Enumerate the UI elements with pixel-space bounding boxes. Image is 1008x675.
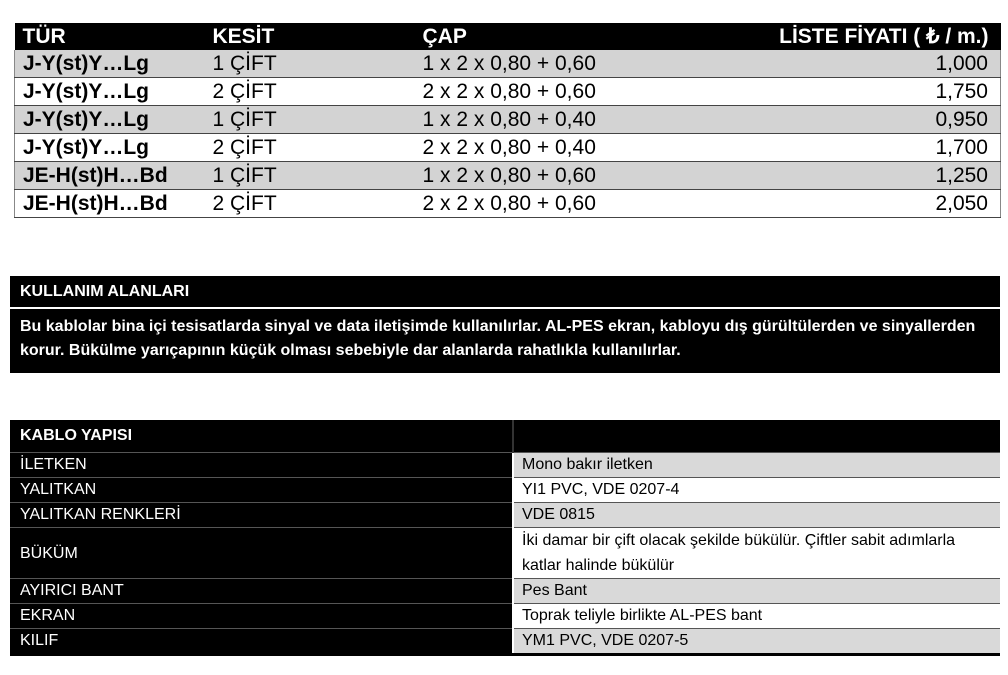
table-row — [15, 134, 1001, 162]
cell-kesit: 1 ÇİFT — [205, 50, 415, 78]
cell-tur: J-Y(st)Y…Lg — [15, 106, 205, 134]
cell-tur: J-Y(st)Y…Lg — [15, 50, 205, 78]
structure-value: VDE 0815 — [513, 503, 1000, 528]
cell-tur: J-Y(st)Y…Lg — [15, 134, 205, 162]
structure-label: KILIF — [10, 629, 513, 655]
cell-cap: 2 x 2 x 0,80 + 0,40 — [415, 134, 665, 162]
structure-value: YI1 PVC, VDE 0207-4 — [513, 478, 1000, 503]
structure-label: İLETKEN — [10, 453, 513, 478]
structure-row — [10, 528, 1000, 579]
structure-value: Mono bakır iletken — [513, 453, 1000, 478]
cell-price: 1,000 — [665, 50, 1001, 78]
cell-kesit: 2 ÇİFT — [205, 190, 415, 218]
structure-value: YM1 PVC, VDE 0207-5 — [513, 629, 1000, 655]
structure-label: EKRAN — [10, 604, 513, 629]
cell-kesit: 2 ÇİFT — [205, 78, 415, 106]
cell-tur: J-Y(st)Y…Lg — [15, 78, 205, 106]
table-row — [15, 106, 1001, 134]
header-kesit: KESİT — [205, 23, 415, 50]
price-table-header — [15, 23, 1001, 50]
structure-row — [10, 629, 1000, 655]
cell-tur: JE-H(st)H…Bd — [15, 190, 205, 218]
cell-cap: 1 x 2 x 0,80 + 0,40 — [415, 106, 665, 134]
table-row — [15, 78, 1001, 106]
usage-title: KULLANIM ALANLARI — [10, 276, 1000, 309]
structure-header — [10, 420, 1000, 453]
cell-price: 1,700 — [665, 134, 1001, 162]
cell-kesit: 1 ÇİFT — [205, 162, 415, 190]
structure-label: AYIRICI BANT — [10, 579, 513, 604]
header-cap: ÇAP — [415, 23, 665, 50]
structure-label: YALITKAN — [10, 478, 513, 503]
cell-price: 1,250 — [665, 162, 1001, 190]
structure-value: Pes Bant — [513, 579, 1000, 604]
structure-row — [10, 478, 1000, 503]
usage-section — [10, 276, 1000, 373]
cell-cap: 1 x 2 x 0,80 + 0,60 — [415, 162, 665, 190]
cell-kesit: 2 ÇİFT — [205, 134, 415, 162]
cell-cap: 2 x 2 x 0,80 + 0,60 — [415, 190, 665, 218]
cell-price: 1,750 — [665, 78, 1001, 106]
header-tur: TÜR — [15, 23, 205, 50]
structure-title: KABLO YAPISI — [20, 427, 133, 444]
table-row — [15, 50, 1001, 78]
structure-value: Toprak teliyle birlikte AL-PES bant — [513, 604, 1000, 629]
cell-tur: JE-H(st)H…Bd — [15, 162, 205, 190]
cell-cap: 2 x 2 x 0,80 + 0,60 — [415, 78, 665, 106]
structure-label: BÜKÜM — [10, 528, 513, 579]
structure-header-blank — [513, 420, 1000, 453]
structure-row — [10, 453, 1000, 478]
structure-table — [10, 420, 1000, 656]
structure-label: YALITKAN RENKLERİ — [10, 503, 513, 528]
price-table — [14, 23, 1001, 218]
cell-price: 0,950 — [665, 106, 1001, 134]
structure-value: İki damar bir çift olacak şekilde bükülür. Çiftler sabit adımlarla katlar halinde bükülür — [513, 528, 1000, 579]
structure-row — [10, 604, 1000, 629]
table-row — [15, 190, 1001, 218]
table-row — [15, 162, 1001, 190]
cell-kesit: 1 ÇİFT — [205, 106, 415, 134]
cell-cap: 1 x 2 x 0,80 + 0,60 — [415, 50, 665, 78]
structure-row — [10, 579, 1000, 604]
header-price: LİSTE FİYATI ( ₺ / m.) — [665, 23, 1001, 50]
usage-text: Bu kablolar bina içi tesisatlarda sinyal ve data iletişimde kullanılırlar. AL-PES ekran, kabloyu dış gürültülerden ve sinyallerden korur. Bükülme yarıçapının küçük olması sebebiyle dar alanlarda rahatlıkla kullanılırlar. — [20, 318, 976, 359]
cell-price: 2,050 — [665, 190, 1001, 218]
structure-row — [10, 503, 1000, 528]
